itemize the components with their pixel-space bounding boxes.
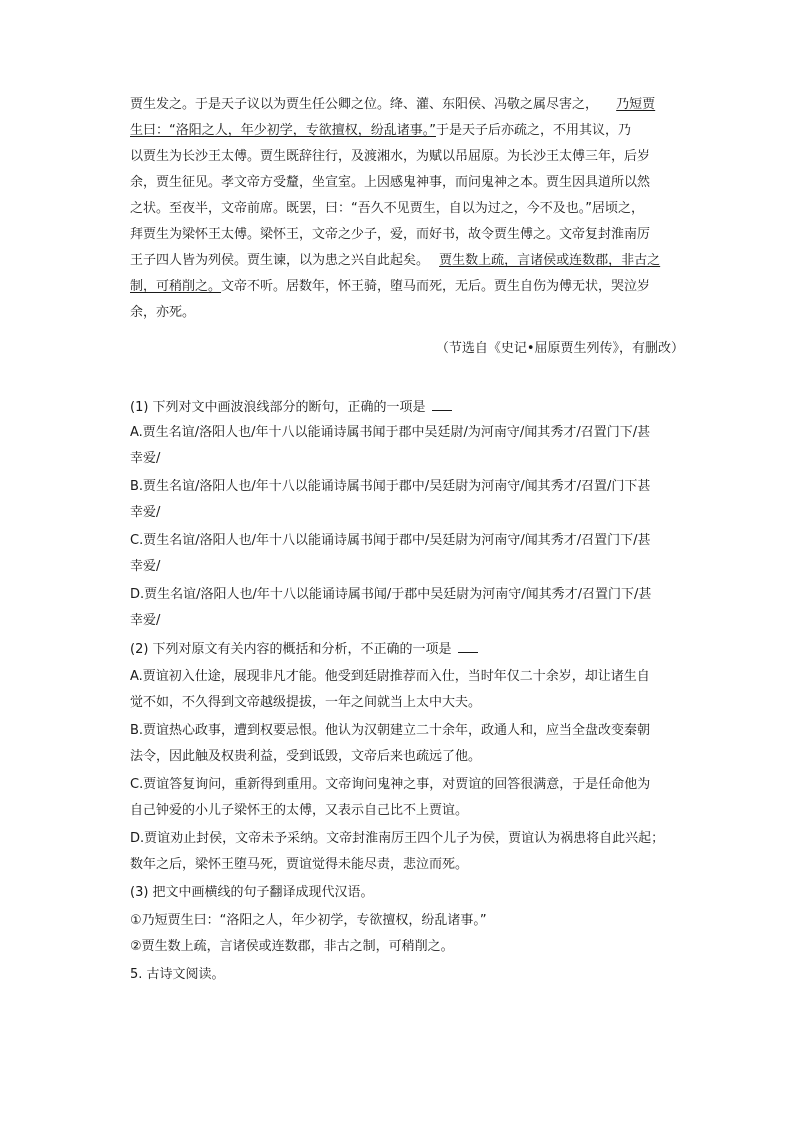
option-d: D.贾谊劝止封侯，文帝未予采纳。文帝封淮南厉王四个儿子为侯，贾谊认为祸患将自此兴起； <box>130 831 665 846</box>
question-1 <box>130 398 700 417</box>
passage-line: 余，贾生征见。孝文帝方受釐，坐宣室。上因感鬼神事，而问鬼神之本。贾生因具道所以然 <box>130 175 651 190</box>
option-a-cont: 幸爱/ <box>130 451 161 466</box>
question-2 <box>130 640 700 659</box>
passage-text: 贾生发之。于是天子议以为贾生任公卿之位。绛、灌、东阳侯、冯敬之属尽害之， <box>130 97 599 112</box>
source-citation: （节选自《史记•屈原贾生列传》，有删改） <box>435 341 684 356</box>
option-b-cont: 法令，因此触及权贵利益，受到诋毁，文帝后来也疏远了他。 <box>130 749 482 764</box>
passage-text: 于是天子后亦疏之，不用其议，乃 <box>435 123 631 138</box>
section-heading: 5. 古诗文阅读。 <box>130 967 225 982</box>
option-c: C.贾谊答复询问，重新得到重用。文帝询问鬼神之事，对贾谊的回答很满意，于是任命他为 <box>130 777 651 792</box>
translation-item-2: ②贾生数上疏，言诸侯或连数郡，非古之制，可稍削之。 <box>130 939 454 954</box>
option-d: D.贾生名谊/洛阳人也/年十八以能诵诗属书闻/于郡中吴廷尉为河南守/闻其秀才/召置门下/甚 <box>130 587 652 602</box>
passage-text: 文帝不听。居数年，怀王骑，堕马而死，无后。贾生自伤为傅无状，哭泣岁 <box>221 279 651 294</box>
underlined-sentence: 贾生数上疏，言诸侯或连数郡，非古之 <box>439 253 661 268</box>
option-b: B.贾生名谊/洛阳人也/年十八以能诵诗属书闻于郡中/吴廷尉为河南守/闻其秀才/召置/门下甚 <box>130 479 651 494</box>
option-c: C.贾生名谊/洛阳人也/年十八以能诵诗属书闻于郡中/吴廷尉为河南守/闻其秀才/召置门下/甚 <box>130 533 651 548</box>
passage-line: 余，亦死。 <box>130 305 196 320</box>
passage-line <box>130 252 700 270</box>
answer-blank <box>458 640 478 653</box>
option-d-cont: 幸爱/ <box>130 613 161 628</box>
passage-line <box>130 122 700 140</box>
option-c-cont: 幸爱/ <box>130 559 161 574</box>
passage-line: 拜贾生为梁怀王太傅。梁怀王，文帝之少子，爱，而好书，故令贾生傅之。文帝复封淮南厉 <box>130 227 651 242</box>
passage-line: 以贾生为长沙王太傅。贾生既辞往行，及渡湘水，为赋以吊屈原。为长沙王太傅三年，后岁 <box>130 149 651 164</box>
option-d-cont: 数年之后，梁怀王堕马死，贾谊觉得未能尽责，悲泣而死。 <box>130 857 469 872</box>
question-text: (2) 下列对原文有关内容的概括和分析，不正确的一项是 <box>130 642 452 657</box>
passage-line: 之状。至夜半，文帝前席。既罢，曰：“吾久不见贾生，自以为过之，今不及也。”居顷之， <box>130 201 644 216</box>
underlined-sentence: 生曰：“洛阳之人，年少初学，专欲擅权，纷乱诸事。” <box>130 123 436 138</box>
underlined-sentence: 制，可稍削之。 <box>130 279 222 294</box>
passage-line <box>130 96 700 114</box>
option-a: A.贾谊初入仕途，展现非凡才能。他受到廷尉推荐而入仕，当时年仅二十余岁，却让诸生自 <box>130 669 650 684</box>
option-b-cont: 幸爱/ <box>130 505 161 520</box>
answer-blank <box>432 398 452 411</box>
option-a: A.贾生名谊/洛阳人也/年十八以能诵诗属书闻于郡中吴廷尉/为河南守/闻其秀才/召置门下/甚 <box>130 425 651 440</box>
option-a-cont: 觉不如，不久得到文帝越级提拔，一年之间就当上太中大夫。 <box>130 695 482 710</box>
passage-line <box>130 278 700 296</box>
question-3: (3) 把文中画横线的句子翻译成现代汉语。 <box>130 885 374 900</box>
question-text: (1) 下列对文中画波浪线部分的断句，正确的一项是 <box>130 400 426 415</box>
option-b: B.贾谊热心政事，遭到权要忌恨。他认为汉朝建立二十余年，政通人和，应当全盘改变秦朝 <box>130 723 651 738</box>
underlined-sentence: 乃短贾 <box>616 97 656 112</box>
passage-text: 王子四人皆为列侯。贾生谏，以为患之兴自此起矣。 <box>130 253 430 268</box>
translation-item-1: ①乃短贾生曰：“洛阳之人，年少初学，专欲擅权，纷乱诸事。” <box>130 913 487 928</box>
option-c-cont: 自己钟爱的小儿子梁怀王的太傅，又表示自己比不上贾谊。 <box>130 803 469 818</box>
